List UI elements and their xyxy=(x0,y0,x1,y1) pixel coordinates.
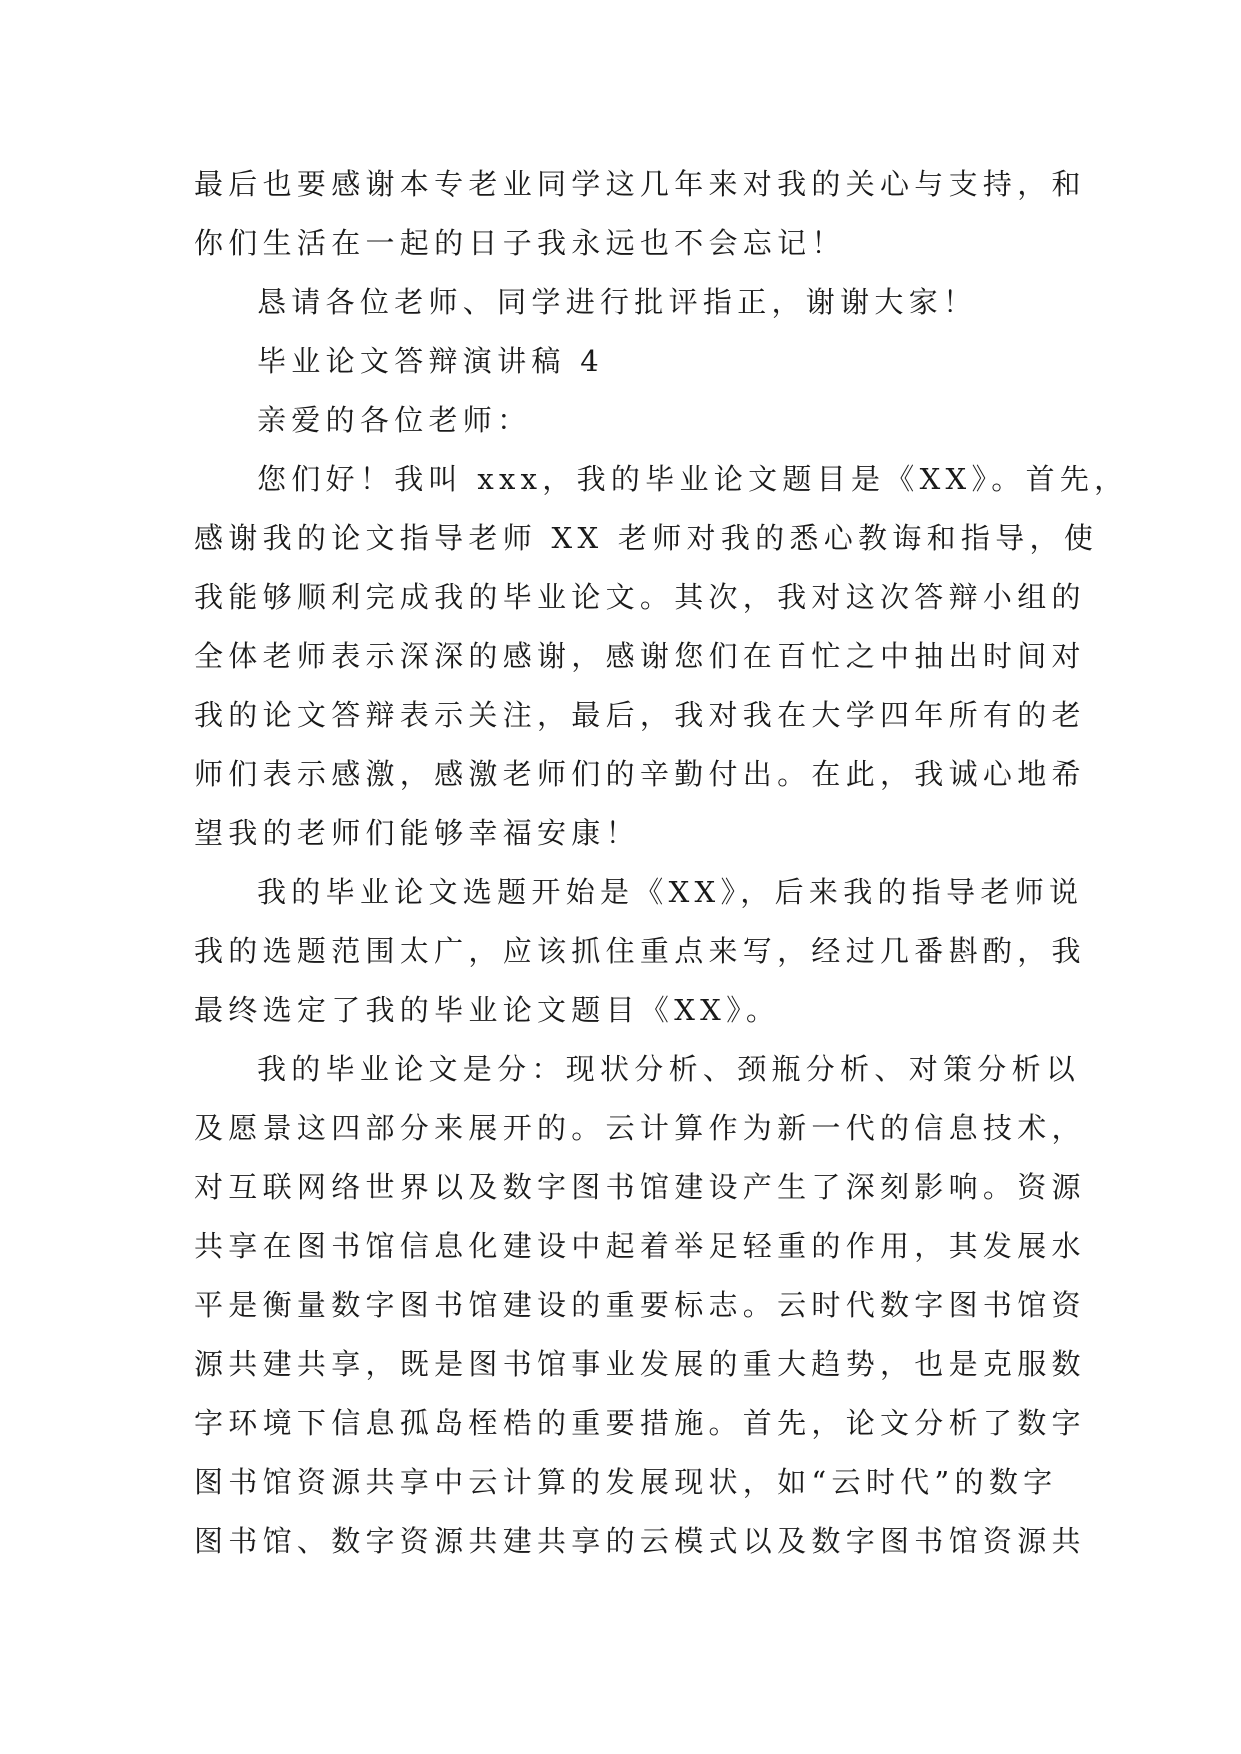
text-line: 及愿景这四部分来展开的。云计算作为新一代的信息技术， xyxy=(194,1111,1086,1145)
section-heading: 毕业论文答辩演讲稿 4 xyxy=(257,344,604,378)
text-line: 平是衡量数字图书馆建设的重要标志。云时代数字图书馆资 xyxy=(194,1288,1086,1322)
text-line: 你们生活在一起的日子我永远也不会忘记！ xyxy=(194,226,846,260)
text-line: 您们好！我叫 xxx，我的毕业论文题目是《XX》。首先， xyxy=(257,462,1129,496)
text-line: 共享在图书馆信息化建设中起着举足轻重的作用，其发展水 xyxy=(194,1229,1086,1263)
salutation: 亲爱的各位老师： xyxy=(257,403,532,437)
text-line: 感谢我的论文指导老师 XX 老师对我的悉心教诲和指导，使 xyxy=(194,521,1099,555)
text-line: 对互联网络世界以及数字图书馆建设产生了深刻影响。资源 xyxy=(194,1170,1086,1204)
text-line: 最终选定了我的毕业论文题目《XX》。 xyxy=(194,993,781,1027)
text-line: 我的选题范围太广，应该抓住重点来写，经过几番斟酌，我 xyxy=(194,934,1086,968)
text-line: 我的毕业论文选题开始是《XX》，后来我的指导老师说 xyxy=(257,875,1084,909)
text-line: 字环境下信息孤岛桎梏的重要措施。首先，论文分析了数字 xyxy=(194,1406,1086,1440)
text-line: 师们表示感激，感激老师们的辛勤付出。在此，我诚心地希 xyxy=(194,757,1086,791)
text-line: 恳请各位老师、同学进行批评指正，谢谢大家！ xyxy=(257,285,978,319)
text-line: 我的毕业论文是分：现状分析、颈瓶分析、对策分析以 xyxy=(257,1052,1081,1086)
text-line: 望我的老师们能够幸福安康！ xyxy=(194,816,640,850)
text-line: 我能够顺利完成我的毕业论文。其次，我对这次答辩小组的 xyxy=(194,580,1086,614)
text-line: 图书馆资源共享中云计算的发展现状，如“云时代”的数字 xyxy=(194,1465,1058,1499)
text-line: 图书馆、数字资源共建共享的云模式以及数字图书馆资源共 xyxy=(194,1524,1086,1558)
text-line: 我的论文答辩表示关注，最后，我对我在大学四年所有的老 xyxy=(194,698,1086,732)
text-line: 源共建共享，既是图书馆事业发展的重大趋势，也是克服数 xyxy=(194,1347,1086,1381)
text-line: 最后也要感谢本专老业同学这几年来对我的关心与支持，和 xyxy=(194,167,1086,201)
text-line: 全体老师表示深深的感谢，感谢您们在百忙之中抽出时间对 xyxy=(194,639,1086,673)
